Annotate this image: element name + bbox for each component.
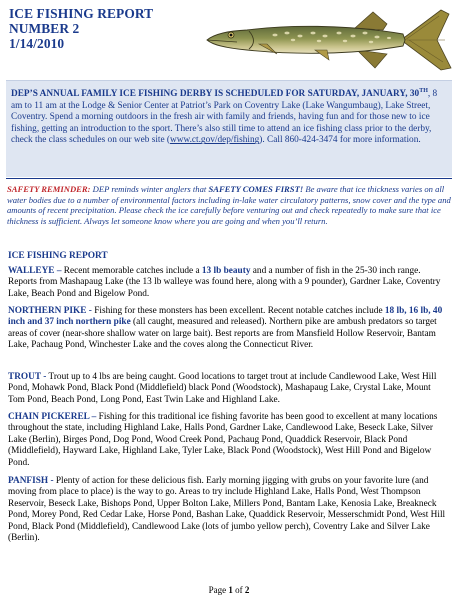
derby-body-a: , 8 am to 11 am at the Lodge & Senior Center at Patriot’s Park on Coventry Lake (Lake Wangumbaug), Lake Street, Coventry. Spend a morning outdoors in the fresh air with family and friends, having fun and for those new to ice fishing, getting an introduction to the sport. There’s also still time to attend an ice fishing class prior to the derby, check the class schedules on our web site ( <box>11 89 438 146</box>
title-line-1: ICE FISHING REPORT <box>9 6 154 21</box>
walleye-label: WALLEYE – <box>8 266 62 276</box>
pickerel-label: CHAIN PICKEREL – <box>8 412 97 422</box>
derby-headline: DEP’S ANNUAL FAMILY ICE FISHING DERBY IS SCHEDULED FOR SATURDAY, JANUARY, 30 <box>11 89 420 100</box>
walleye-bold: 13 lb beauty <box>201 266 251 276</box>
title-line-3: 1/14/2010 <box>9 36 65 51</box>
report-title <box>9 6 153 51</box>
title-line-2: NUMBER 2 <box>9 21 80 36</box>
pickerel-text: Fishing for this traditional ice fishing favorite has been good to excellent at many locations throughout the state, including Highland Lake, Halls Pond, Gardner Lake, Candlewood Lake, Beseck Lake, Silver Lake (Berlin), Birges Pond, Dog Pond, Wood Creek Pond, Pachaug Pond, Quaddick Reservoir, Black Pond (Middlefield), Hayward Lake, Highland Lake, Tyler Lake, Black Pond (Woodstock), West Hill Pond and Bigelow Pond. <box>8 412 438 468</box>
section-heading: ICE FISHING REPORT <box>8 251 108 261</box>
safety-text-b: Be aware that ice thickness varies on all water bodies due to a number of environmental factors including in-lake water circulatory patterns, snow cover and the type and amounts of recent precipitation. Please check the ice carefully before venturing out and check repeatedly to make sure that ice thickness is sufficient. Always let someone know where you are going and when you’ll return. <box>7 184 451 227</box>
safety-text-a: DEP reminds winter anglers that <box>90 184 209 194</box>
page-word: Page <box>208 585 229 595</box>
walleye-paragraph <box>8 266 448 300</box>
page-total: 2 <box>244 585 250 595</box>
of-word: of <box>232 585 245 595</box>
derby-announcement <box>6 80 452 177</box>
walleye-text-b: and a number of fish in the 25-30 inch range. Reports from Mashapaug Lake (the 13 lb walleye was found here, along with a 9 pounder), Gardner Lake, Coventry Lake, Beach Pond and Bigelow Pond. <box>8 266 441 299</box>
northern-pike-illustration <box>205 2 455 74</box>
pike-label: NORTHERN PIKE - <box>8 306 92 316</box>
trout-text: Trout up to 4 lbs are being caught. Good locations to target trout at include Candlewood Lake, West Hill Pond, Mohawk Pond, Black Pond (Middlefield) black Pond (Woodstock), Mashapaug Lake, Crystal Lake, Mount Tom Pond, Beach Pond, Long Pond, East Twin Lake and Highland Lake. <box>8 372 437 405</box>
trout-label: TROUT - <box>8 372 47 382</box>
walleye-text-a: Recent memorable catches include a <box>61 266 202 276</box>
panfish-paragraph <box>8 476 448 544</box>
derby-headline-sup: TH <box>419 88 428 94</box>
panfish-label: PANFISH - <box>8 476 54 486</box>
pike-text-a: Fishing for these monsters has been excellent. Recent notable catches include <box>91 306 385 316</box>
trout-paragraph <box>8 372 448 406</box>
panfish-text: Plenty of action for these delicious fish. Early morning jigging with grubs on your favorite lure (and moving from place to place) is the way to go. Areas to try include Highland Lake, Halls Pond, West Thompson Reservoir, Beseck Lake, Bishops Pond, Upper Bolton Lake, Millers Pond, Bantam Lake, Kenosia Lake, Breakneck Pond, Morey Pond, Red Cedar Lake, Horse Pond, Bashan Lake, Quaddick Reservoir, Messerschmidt Pond, West Hill Pond, Black Pond (Middlefield), Candlewood Lake (lots of jumbo yellow perch), Coventry Lake and Silver Lake (Berlin). <box>8 476 446 544</box>
safety-emphasis: SAFETY COMES FIRST! <box>208 184 304 194</box>
safety-label: SAFETY REMINDER: <box>7 184 91 194</box>
chain-pickerel-paragraph <box>8 412 448 469</box>
page-number: 1 <box>228 585 233 595</box>
fishing-website-link[interactable]: www.ct.gov/dep/fishing <box>170 135 260 146</box>
safety-reminder <box>7 184 451 227</box>
pike-bold: 18 lb, 16 lb, 40 inch and 37 inch northern pike <box>8 306 443 328</box>
pike-text-b: (all caught, measured and released). Northern pike are ambush predators so target areas of cover (near-shore shallow water on large bait). Best reports are from Mansfield Hollow Reservoir, Bantam Lake, Pachaug Pond, Winchester Lake and the coves along the Connecticut River. <box>8 317 437 351</box>
northern-pike-paragraph <box>8 306 448 352</box>
section-divider <box>6 178 452 179</box>
derby-body-b: ). Call 860-424-3474 for more information. <box>259 135 421 146</box>
report-header <box>0 0 458 78</box>
derby-text <box>6 81 452 147</box>
page-footer <box>0 585 458 595</box>
